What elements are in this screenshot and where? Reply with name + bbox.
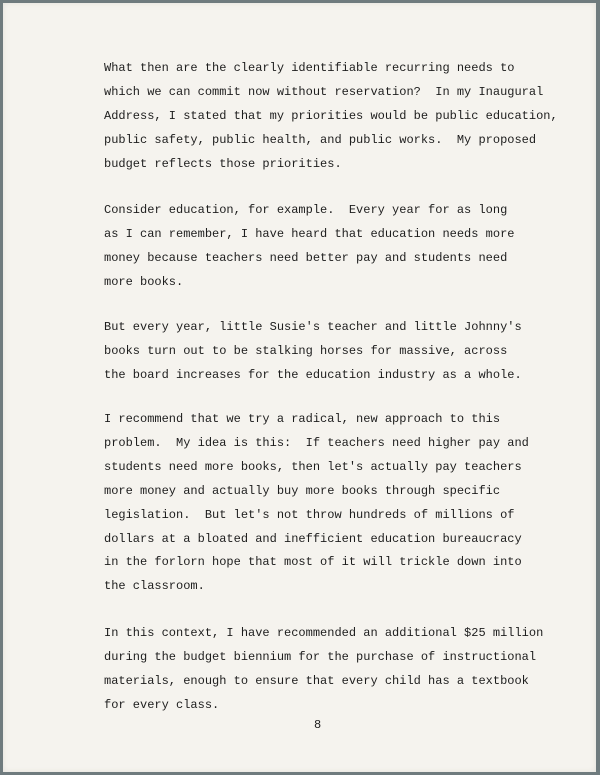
paragraph-line: public safety, public health, and public works. My proposed <box>104 132 537 147</box>
paragraph-line: I recommend that we try a radical, new approach to this <box>104 412 501 426</box>
paragraph-line: as I can remember, I have heard that education needs more <box>104 226 515 241</box>
paragraph-3 <box>104 316 522 388</box>
paragraph-line: in the forlorn hope that most of it will trickle down into <box>104 555 522 570</box>
paragraph-line: In this context, I have recommended an additional $25 million <box>104 626 544 640</box>
paragraph-line: which we can commit now without reservation? In my Inaugural <box>104 84 544 99</box>
paragraph-1 <box>104 57 558 177</box>
paragraph-line: legislation. But let's not throw hundreds of millions of <box>104 507 515 522</box>
paragraph-line: more money and actually buy more books through specific <box>104 483 501 498</box>
paragraph-line: materials, enough to ensure that every child has a textbook <box>104 673 529 688</box>
paragraph-line: for every class. <box>104 697 220 712</box>
paragraph-5 <box>104 622 543 718</box>
paragraph-line: more books. <box>104 274 184 289</box>
paragraph-line: money because teachers need better pay and students need <box>104 250 508 265</box>
paragraph-line: What then are the clearly identifiable recurring needs to <box>104 61 515 75</box>
paragraph-line: problem. My idea is this: If teachers need higher pay and <box>104 435 529 450</box>
paragraph-line: books turn out to be stalking horses for massive, across <box>104 343 508 358</box>
paragraph-line: students need more books, then let's actually pay teachers <box>104 459 522 474</box>
paragraph-4 <box>104 408 529 599</box>
paragraph-line: Address, I stated that my priorities would be public education, <box>104 108 558 123</box>
paragraph-line: during the budget biennium for the purchase of instructional <box>104 649 537 664</box>
paragraph-line: dollars at a bloated and inefficient education bureaucracy <box>104 531 522 546</box>
paragraph-line: budget reflects those priorities. <box>104 156 342 171</box>
paragraph-line: But every year, little Susie's teacher and little Johnny's <box>104 320 522 334</box>
paragraph-line: the classroom. <box>104 579 205 594</box>
paragraph-line: Consider education, for example. Every year for as long <box>104 203 508 217</box>
paragraph-line: the board increases for the education industry as a whole. <box>104 367 522 382</box>
page-number: 8 <box>314 718 322 732</box>
paragraph-2 <box>104 199 514 295</box>
